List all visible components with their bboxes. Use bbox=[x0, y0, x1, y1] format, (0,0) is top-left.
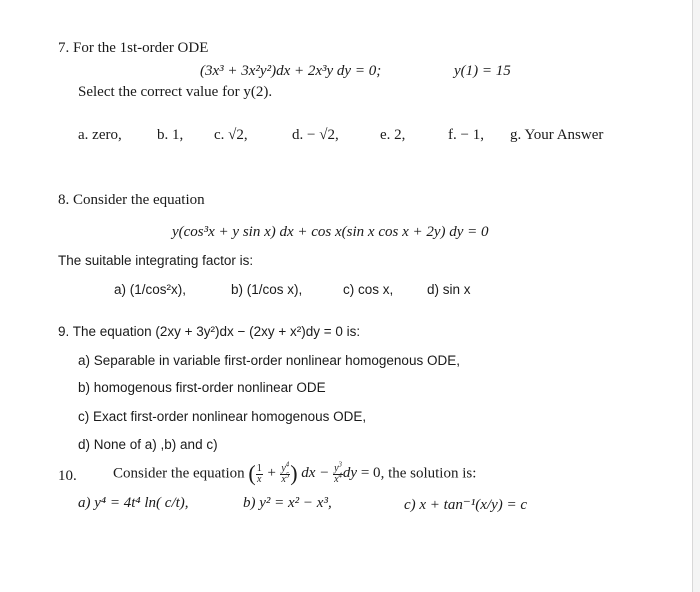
q8-option-a[interactable]: a) (1/cos²x), bbox=[114, 282, 187, 297]
q9-prompt: The equation (2xy + 3y²)dx − (2xy + x²)dy = 0 is: bbox=[72, 324, 361, 339]
q9-option-a[interactable]: a) Separable in variable first-order nonlinear homogenous ODE, bbox=[78, 353, 460, 368]
q7-option-f[interactable]: f. − 1, bbox=[448, 127, 484, 143]
q7-number: 7. bbox=[58, 40, 70, 56]
q8-equation: y(cos³x + y sin x) dx + cos x(sin x cos x + 2y) dy = 0 bbox=[172, 224, 489, 240]
q7-option-g[interactable]: g. Your Answer bbox=[510, 127, 604, 143]
q8-prompt: Consider the equation bbox=[73, 192, 205, 208]
q8-header bbox=[58, 192, 205, 209]
q8-option-c[interactable]: c) cos x, bbox=[343, 282, 394, 297]
q10-prompt bbox=[113, 461, 476, 487]
q9-option-b[interactable]: b) homogenous first-order nonlinear ODE bbox=[78, 380, 326, 395]
q10-number: 10. bbox=[58, 468, 77, 484]
q8-instruction: The suitable integrating factor is: bbox=[58, 253, 254, 268]
q7-initial-condition: y(1) = 15 bbox=[454, 63, 511, 79]
q10-prompt-end: , the solution is: bbox=[380, 465, 477, 482]
q8-number: 8. bbox=[58, 192, 70, 208]
q10-option-a[interactable]: a) y⁴ = 4t⁴ ln( c/t), bbox=[78, 495, 189, 511]
q9-option-d[interactable]: d) None of a) ,b) and c) bbox=[78, 437, 218, 452]
q10-equation: ( $\frac{1}{x}$ + $\frac{y^4}{x^5}$ ) dx − $\frac{y^3}{x^4}$ dy = 0 bbox=[248, 461, 381, 486]
q9-number: 9. bbox=[58, 324, 70, 339]
q8-option-b[interactable]: b) (1/cos x), bbox=[231, 282, 303, 297]
q7-option-c[interactable]: c. √2, bbox=[214, 127, 248, 143]
q9-header bbox=[58, 324, 360, 339]
q7-option-e[interactable]: e. 2, bbox=[380, 127, 406, 143]
q10-prompt-start: Consider the equation bbox=[113, 465, 245, 482]
q7-equation: (3x³ + 3x²y²)dx + 2x³y dy = 0; bbox=[200, 63, 382, 79]
q8-option-d[interactable]: d) sin x bbox=[427, 282, 471, 297]
q10-option-b[interactable]: b) y² = x² − x³, bbox=[243, 495, 332, 511]
q7-header bbox=[58, 40, 208, 57]
q7-prompt: For the 1st-order ODE bbox=[73, 40, 209, 56]
q7-option-a[interactable]: a. zero, bbox=[78, 127, 122, 143]
q7-option-b[interactable]: b. 1, bbox=[157, 127, 184, 143]
q9-option-c[interactable]: c) Exact first-order nonlinear homogenous ODE, bbox=[78, 409, 367, 424]
q10-option-c[interactable]: c) x + tan⁻¹(x/y) = c bbox=[404, 497, 528, 513]
q7-instruction: Select the correct value for y(2). bbox=[78, 84, 273, 100]
q7-option-d[interactable]: d. − √2, bbox=[292, 127, 339, 143]
